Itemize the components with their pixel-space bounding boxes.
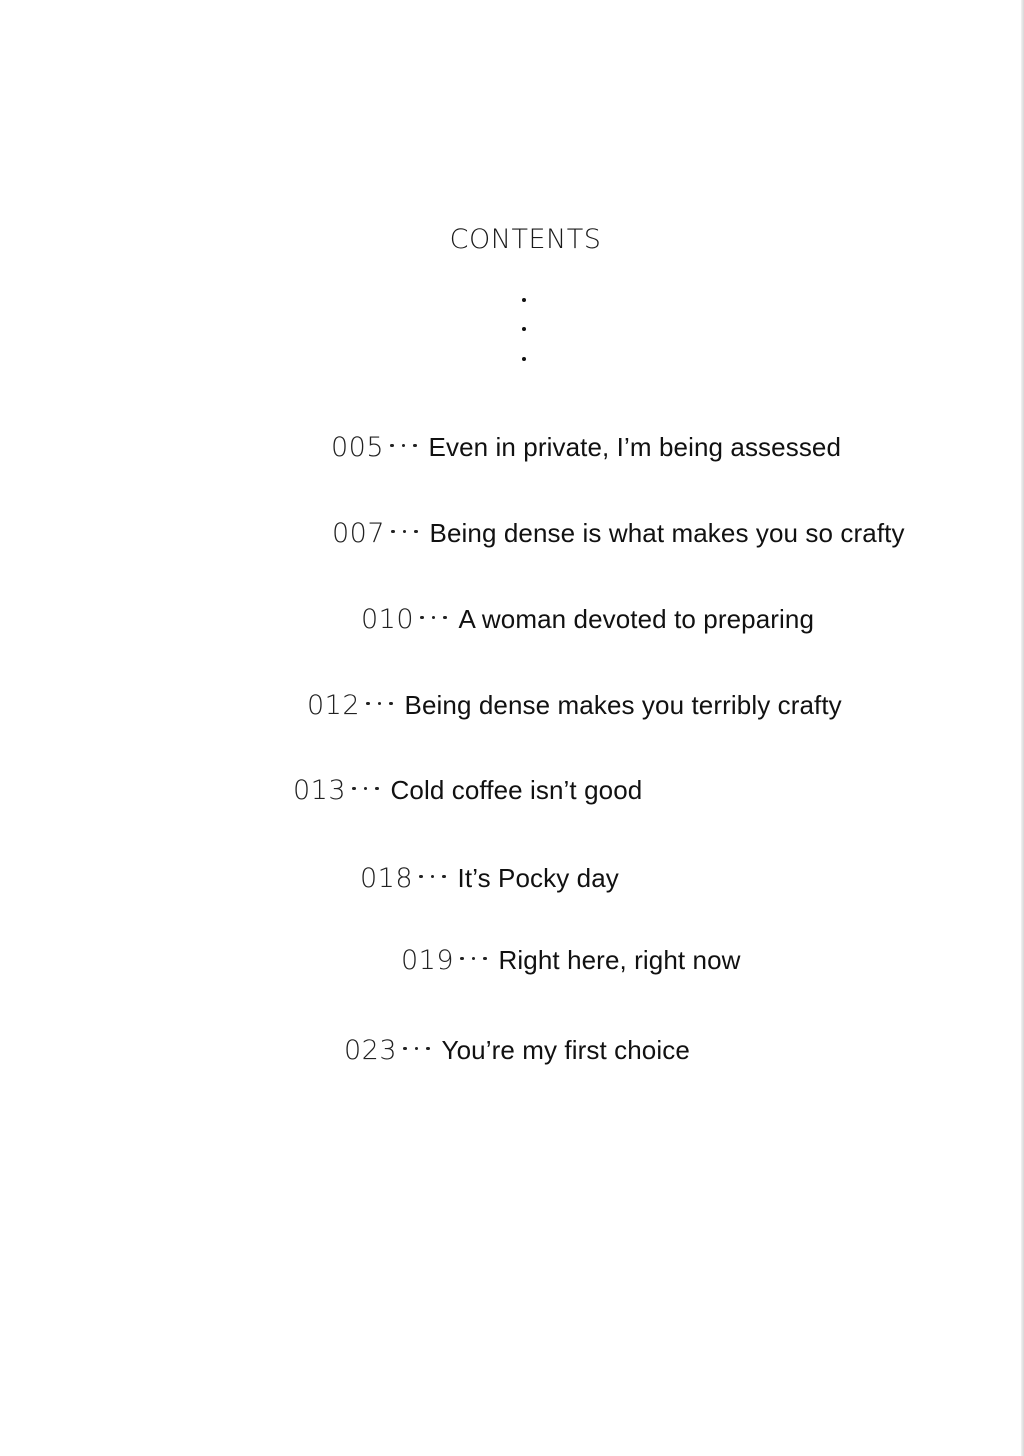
toc-chapter-title: Even in private, I’m being assessed [428,432,842,462]
toc-chapter-title: Being dense makes you terribly crafty [404,690,842,720]
toc-entry[interactable] [401,945,741,976]
toc-page-number: 018 [360,863,414,894]
dot-leader [460,957,487,961]
toc-entry[interactable] [361,604,814,635]
ornament-dot [522,357,526,361]
toc-chapter-title: Being dense is what makes you so crafty [429,518,905,548]
toc-chapter-title: Right here, right now [498,945,741,975]
toc-entry[interactable] [293,775,642,806]
ornament-dot [522,298,526,302]
toc-entry[interactable] [344,1035,690,1066]
dot-leader [403,1047,430,1051]
toc-chapter-title: It’s Pocky day [457,863,619,893]
toc-page-number: 019 [401,945,455,976]
toc-page-number: 005 [331,432,385,463]
toc-entry[interactable] [307,690,842,721]
toc-chapter-title: Cold coffee isn’t good [390,775,643,805]
toc-entry[interactable] [360,863,619,894]
toc-chapter-title: You’re my first choice [441,1035,690,1065]
dot-leader [352,787,379,791]
toc-page-number: 023 [344,1035,398,1066]
dot-leader [419,875,446,879]
toc-page-number: 013 [293,775,347,806]
contents-heading: CONTENTS [449,224,602,255]
toc-page-number: 010 [361,604,415,635]
toc-chapter-title: A woman devoted to preparing [458,604,815,634]
dot-leader [366,702,393,706]
toc-entry[interactable] [331,432,841,463]
toc-entry[interactable] [332,518,905,549]
toc-page-number: 007 [332,518,386,549]
toc-page-number: 012 [307,690,361,721]
dot-leader [390,444,417,448]
dot-leader [420,616,447,620]
dot-leader [391,530,418,534]
ornament-dot [522,327,526,331]
